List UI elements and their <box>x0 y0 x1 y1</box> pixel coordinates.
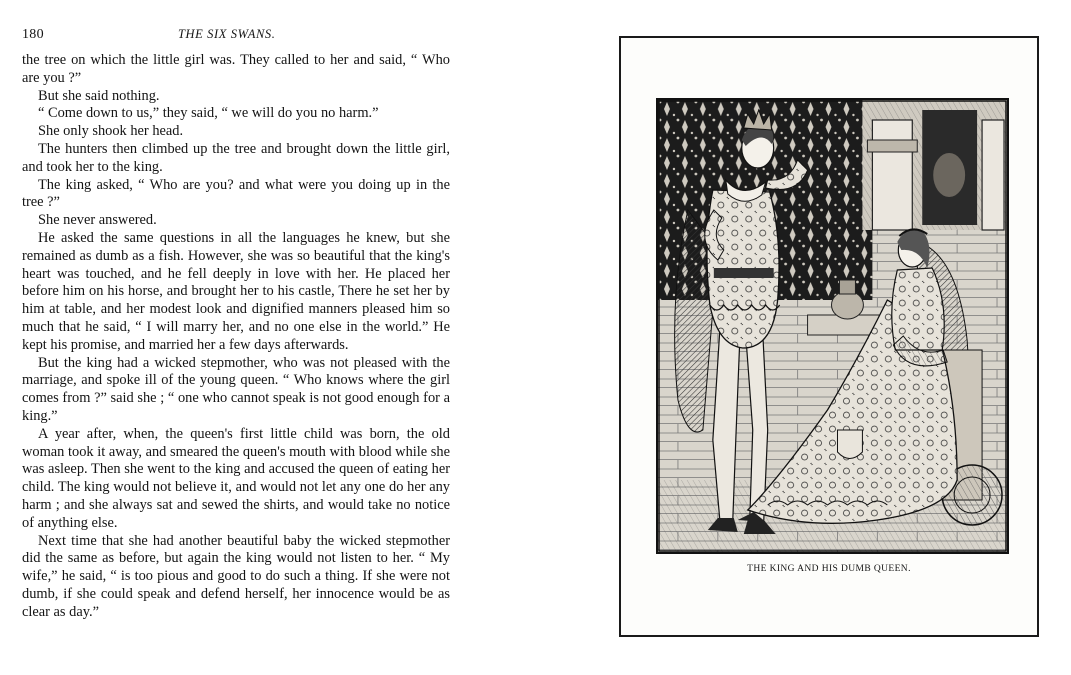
running-head: THE SIX SWANS. <box>178 27 276 41</box>
left-page <box>0 0 470 675</box>
paragraph: But the king had a wicked stepmother, who was not pleased with the marriage, and spoke ill of the young queen. “ Who knows where the girl comes from ?” said she ; “ one who cannot speak is not good enough for a king.” <box>22 354 450 424</box>
paragraph: He asked the same questions in all the languages he knew, but she remained as dumb as a fish. However, she was so beautiful that the king's heart was touched, and he fell deeply in love with her. He placed her before him on his horse, and brought her to his castle, There he set her by him at table, and her modest look and dignified manners pleased him so much that he said, “ I will marry her, and no one else in the world.” He kept his promise, and married her a few days afterwards. <box>22 229 450 353</box>
paragraph: the tree on which the little girl was. They called to her and said, “ Who are you ?” <box>22 52 450 86</box>
engraving-illustration <box>656 98 1009 554</box>
paragraph: Next time that she had another beautiful baby the wicked stepmother did the same as before, but again the king would not listen to her. “ My wife,” he said, “ is too pious and good to do such a thing. If she were not dumb, if she could speak and defend herself, her innocence would be as clear as day.” <box>22 532 450 620</box>
paragraph: She only shook her head. <box>38 123 184 140</box>
paragraph: The hunters then climbed up the tree and brought down the little girl, and took her to the king. <box>22 140 450 175</box>
paragraph: She never answered. <box>38 212 157 229</box>
illustration-plate <box>619 36 1039 637</box>
paragraph: But she said nothing. <box>38 87 160 104</box>
paragraph: The king asked, “ Who are you? and what were you doing up in the tree ?” <box>22 176 450 211</box>
page-number: 180 <box>22 27 44 42</box>
illustration-caption: THE KING AND HIS DUMB QUEEN. <box>747 564 911 574</box>
king-and-queen-engraving <box>658 100 1007 552</box>
paragraph: A year after, when, the queen's first little child was born, the old woman took it away, and smeared the queen's mouth with blood while she was asleep. Then she went to the king and accused the queen of eating her child. The king would not believe it, and would not let any one do her any harm ; and she always sat and sewed the shirts, and would take no notice of anything else. <box>22 425 450 531</box>
story-text <box>22 52 450 622</box>
paragraph: “ Come down to us,” they said, “ we will do you no harm.” <box>38 105 379 122</box>
